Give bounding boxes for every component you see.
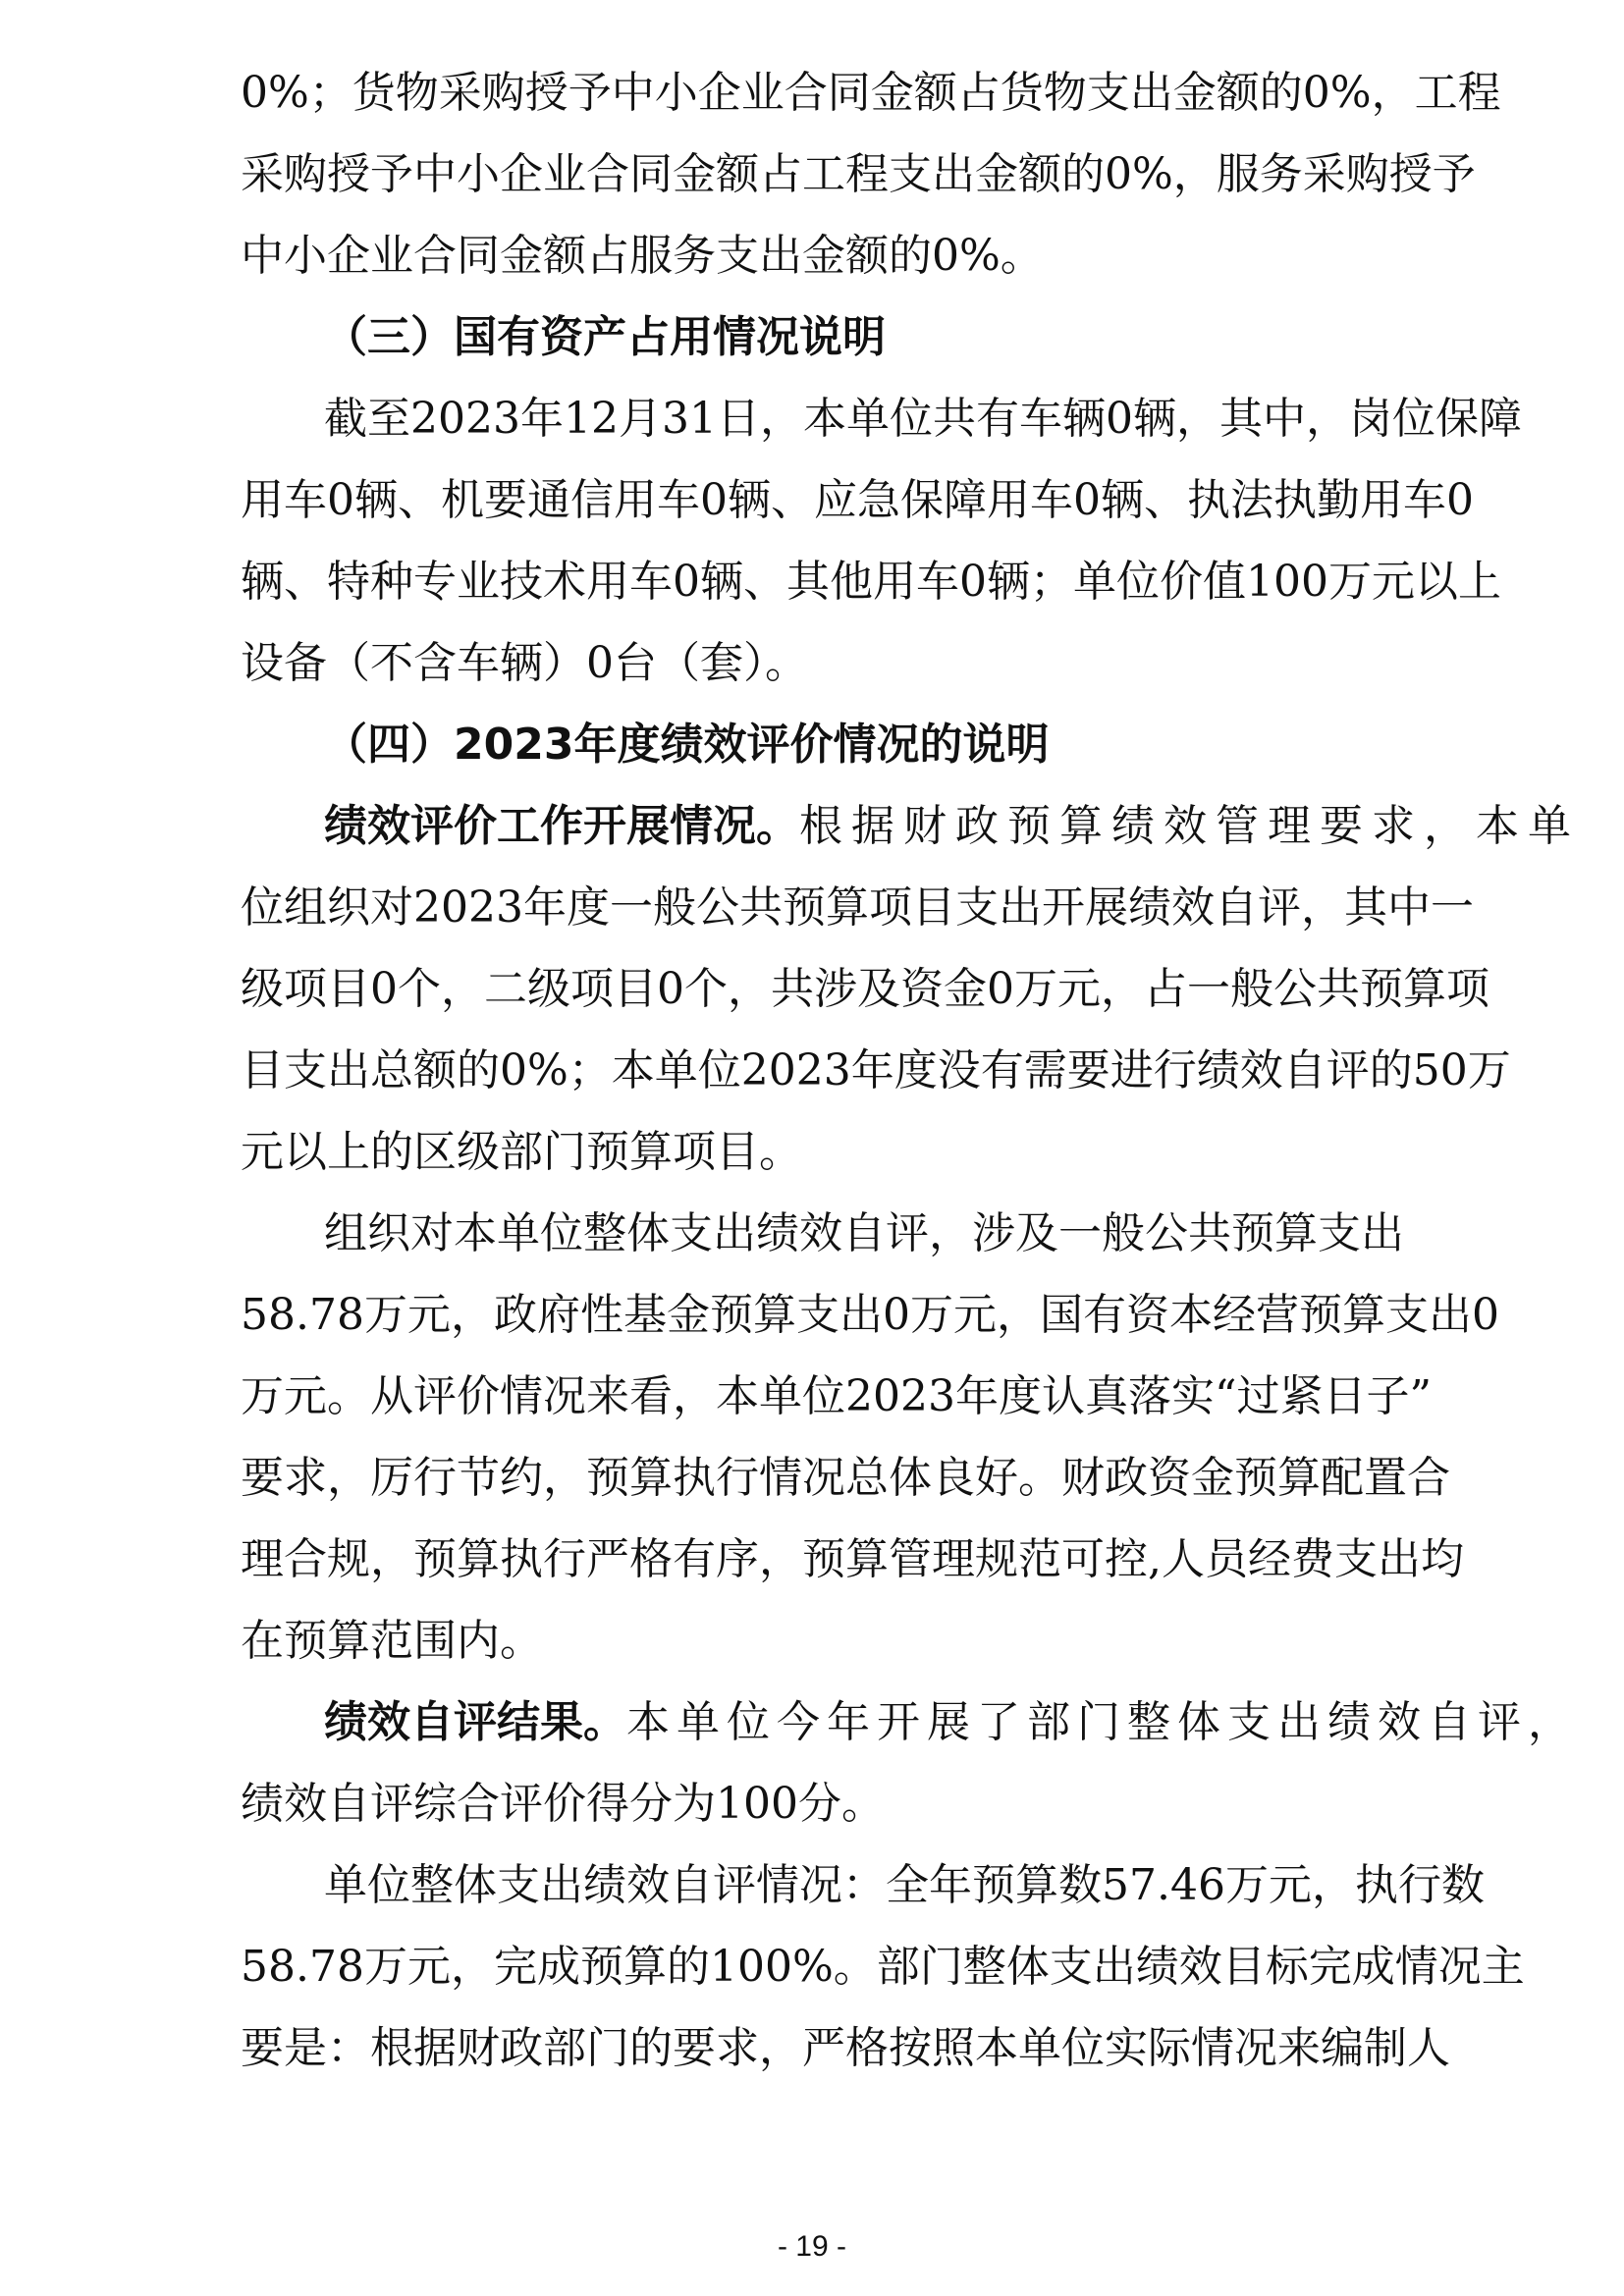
paragraph-line: 要求，厉行节约，预算执行情况总体良好。财政资金预算配置合 <box>241 1453 1450 1503</box>
paragraph-line-work-lead <box>324 792 1580 861</box>
paragraph-line: 中小企业合同金额占服务支出金额的0%。 <box>241 231 1044 281</box>
page-number: - 19 - <box>777 2230 847 2263</box>
paragraph-line: 采购授予中小企业合同金额占工程支出金额的0%，服务采购授予 <box>241 149 1476 199</box>
paragraph-line: 截至2023年12月31日，本单位共有车辆0辆，其中，岗位保障 <box>324 394 1522 444</box>
work-lead-text: 根据财政预算绩效管理要求，本单 <box>799 801 1580 851</box>
paragraph-line: 辆、特种专业技术用车0辆、其他用车0辆；单位价值100万元以上 <box>241 557 1501 607</box>
paragraph-line: 在预算范围内。 <box>241 1616 543 1666</box>
paragraph-line: 级项目0个，二级项目0个，共涉及资金0万元，占一般公共预算项 <box>241 964 1489 1014</box>
paragraph-line: 设备（不含车辆）0台（套）。 <box>241 638 808 688</box>
paragraph-line: 理合规，预算执行严格有序，预算管理规范可控,人员经费支出均 <box>241 1534 1464 1584</box>
paragraph-line: 绩效自评综合评价得分为100分。 <box>241 1779 885 1829</box>
paragraph-line: 0%；货物采购授予中小企业合同金额占货物支出金额的0%，工程 <box>241 68 1501 118</box>
result-lead-label: 绩效自评结果。 <box>324 1697 626 1747</box>
result-lead-text: 本单位今年开展了部门整体支出绩效自评， <box>626 1697 1578 1747</box>
paragraph-line: 58.78万元，政府性基金预算支出0万元，国有资本经营预算支出0 <box>241 1290 1499 1340</box>
paragraph-line: 58.78万元，完成预算的100%。部门整体支出绩效目标完成情况主 <box>241 1942 1525 1992</box>
paragraph-line: 目支出总额的0%；本单位2023年度没有需要进行绩效自评的50万 <box>241 1045 1511 1095</box>
paragraph-line-result-lead <box>324 1688 1578 1757</box>
paragraph-line: 单位整体支出绩效自评情况：全年预算数57.46万元，执行数 <box>324 1860 1485 1910</box>
paragraph-line: 元以上的区级部门预算项目。 <box>241 1127 802 1177</box>
paragraph-line: 万元。从评价情况来看，本单位2023年度认真落实“过紧日子” <box>241 1371 1432 1421</box>
paragraph-line: 组织对本单位整体支出绩效自评，涉及一般公共预算支出 <box>324 1208 1404 1258</box>
paragraph-line: 要是：根据财政部门的要求，严格按照本单位实际情况来编制人 <box>241 2023 1450 2073</box>
paragraph-line: 用车0辆、机要通信用车0辆、应急保障用车0辆、执法执勤用车0 <box>241 475 1474 525</box>
section-heading-performance: （四）2023年度绩效评价情况的说明 <box>324 720 1050 770</box>
paragraph-line: 位组织对2023年度一般公共预算项目支出开展绩效自评，其中一 <box>241 882 1474 933</box>
work-lead-label: 绩效评价工作开展情况。 <box>324 801 799 851</box>
section-heading-state-assets: （三）国有资产占用情况说明 <box>324 312 886 362</box>
